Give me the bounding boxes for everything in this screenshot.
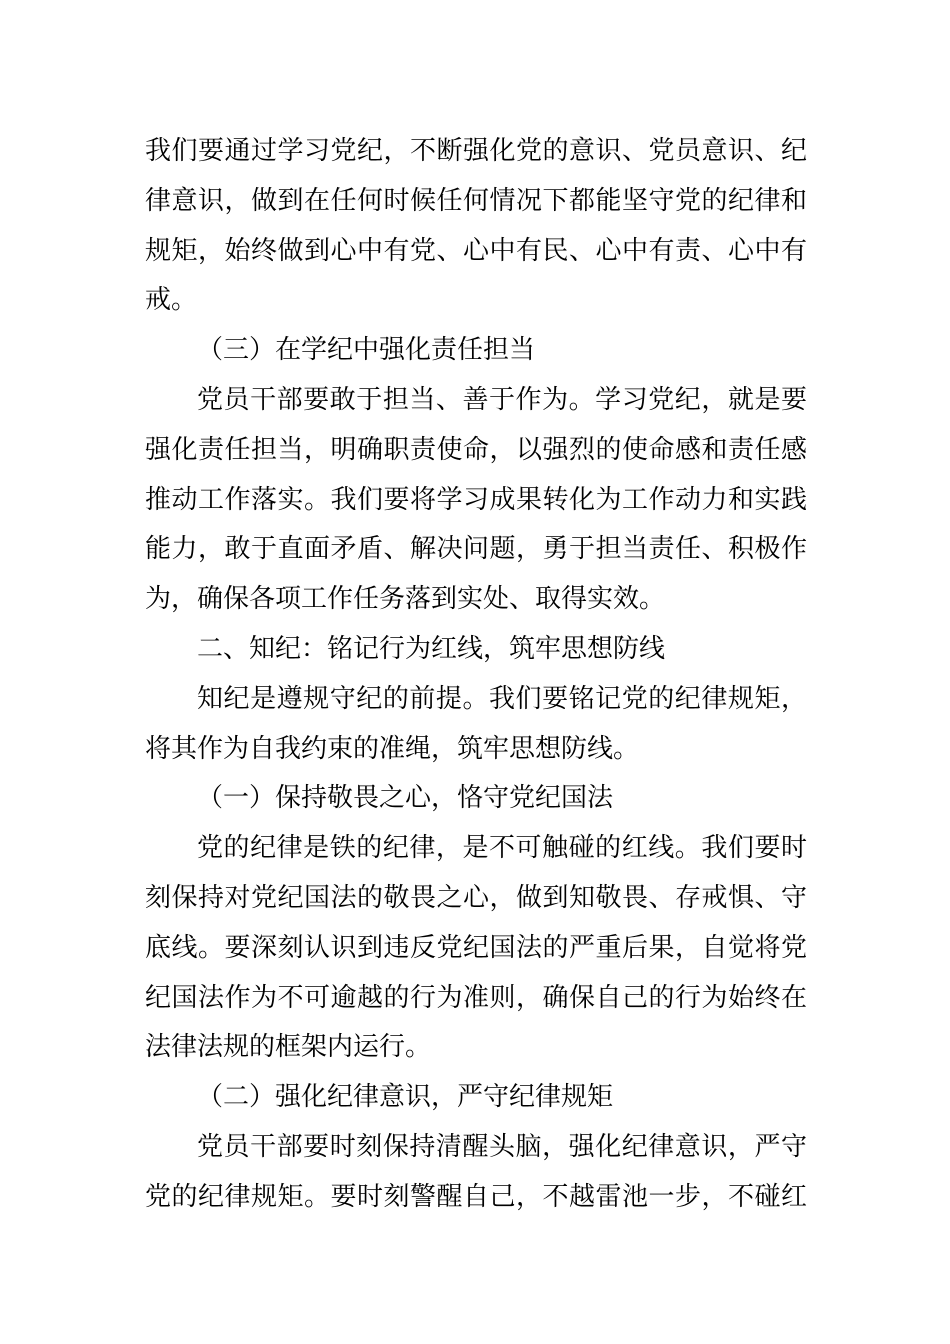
paragraph-line: 刻保持对党纪国法的敬畏之心，做到知敬畏、存戒惧、守 <box>145 882 807 913</box>
paragraph-line: 底线。要深刻认识到违反党纪国法的严重后果，自觉将党 <box>145 932 807 963</box>
paragraph-line: 法律法规的框架内运行。 <box>145 1032 432 1063</box>
paragraph-line: 党员干部要敢于担当、善于作为。学习党纪，就是要 <box>197 384 807 415</box>
paragraph-line: 戒。 <box>145 285 198 316</box>
paragraph-line: 能力，敢于直面矛盾、解决问题，勇于担当责任、积极作 <box>145 534 807 565</box>
paragraph-line: 将其作为自我约束的准绳，筑牢思想防线。 <box>145 733 640 764</box>
paragraph-line: 纪国法作为不可逾越的行为准则，确保自己的行为始终在 <box>145 982 807 1013</box>
section-heading-1: （一）保持敬畏之心，恪守党纪国法 <box>197 783 614 814</box>
paragraph-line: 推动工作落实。我们要将学习成果转化为工作动力和实践 <box>145 484 807 515</box>
paragraph-line: 强化责任担当，明确职责使命，以强烈的使命感和责任感 <box>145 434 807 465</box>
paragraph-line: 规矩，始终做到心中有党、心中有民、心中有责、心中有 <box>145 235 807 266</box>
paragraph-line: 知纪是遵规守纪的前提。我们要铭记党的纪律规矩， <box>197 683 807 714</box>
section-heading-2: 二、知纪：铭记行为红线，筑牢思想防线 <box>197 633 666 664</box>
document-body <box>145 127 807 1223</box>
paragraph-line: 为，确保各项工作任务落到实处、取得实效。 <box>145 584 666 615</box>
paragraph-line: 党的纪律规矩。要时刻警醒自己，不越雷池一步，不碰红 <box>145 1181 807 1212</box>
paragraph-line: 律意识，做到在任何时候任何情况下都能坚守党的纪律和 <box>145 185 807 216</box>
paragraph-line: 党员干部要时刻保持清醒头脑，强化纪律意识，严守 <box>197 1131 807 1162</box>
paragraph-line: 我们要通过学习党纪，不断强化党的意识、党员意识、纪 <box>145 136 807 166</box>
paragraph-line: 党的纪律是铁的纪律，是不可触碰的红线。我们要时 <box>197 833 807 864</box>
section-heading-2b: （二）强化纪律意识，严守纪律规矩 <box>197 1082 614 1113</box>
section-heading-3: （三）在学纪中强化责任担当 <box>197 335 536 366</box>
